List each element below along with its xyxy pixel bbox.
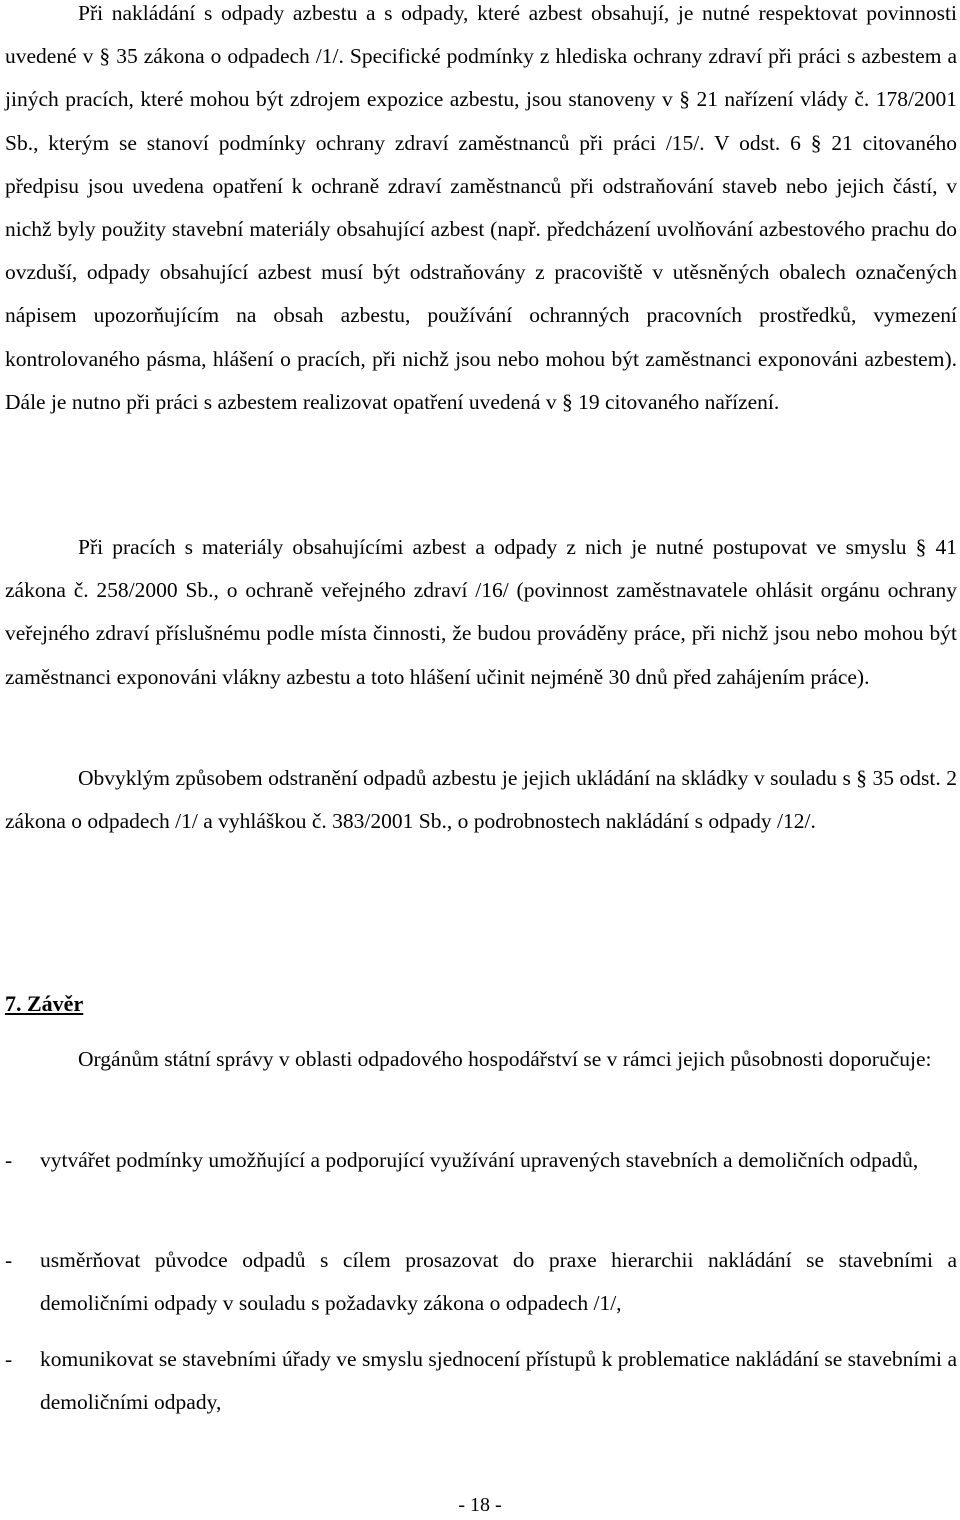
paragraph-public-health-protection: [5, 526, 957, 699]
list-item-text: vytvářet podmínky umožňující a podporující využívání upravených stavebních a demoličních odpadů,: [40, 1148, 919, 1172]
paragraph-asbestos-waste-handling: [5, 0, 957, 424]
paragraph-text: Při pracích s materiály obsahujícími azbest a odpady z nich je nutné postupovat ve smyslu § 41 zákona č. 258/2000 Sb., o ochraně veřejného zdraví /16/ (povinnost zaměstnavatele ohlásit orgánu ochrany veřejného zdraví příslušnému podle místa činnosti, že budou prováděny práce, při nichž jsou nebo mohou být zaměstnanci exponováni vlákny azbestu a toto hlášení učinit nejméně 30 dnů před zahájením práce).: [5, 535, 957, 689]
list-item: [5, 1139, 957, 1182]
paragraph-text: Obvyklým způsobem odstranění odpadů azbestu je jejich ukládání na skládky v souladu s § 35 odst. 2 zákona o odpadech /1/ a vyhláškou č. 383/2001 Sb., o podrobnostech nakládání s odpady /12/.: [5, 766, 957, 834]
list-item: [5, 1338, 957, 1424]
list-item-text: komunikovat se stavebními úřady ve smyslu sjednocení přístupů k problematice nakládání se stavebními a demoličními odpady,: [40, 1347, 957, 1415]
intro-text: Orgánům státní správy v oblasti odpadového hospodářství se v rámci jejich působnosti doporučuje:: [78, 1047, 932, 1071]
list-item: [5, 1239, 957, 1325]
bullet-marker: -: [5, 1148, 13, 1172]
paragraph-landfill-disposal: [5, 757, 957, 843]
bullet-marker: -: [5, 1248, 13, 1272]
section-intro: [5, 1038, 957, 1081]
section-heading: 7. Závěr: [5, 991, 84, 1016]
paragraph-text: Při nakládání s odpady azbestu a s odpady, které azbest obsahují, je nutné respektovat povinnosti uvedené v § 35 zákona o odpadech /1/. Specifické podmínky z hlediska ochrany zdraví při práci s azbestem a jiných pracích, které mohou být zdrojem expozice azbestu, jsou stanoveny v § 21 nařízení vlády č. 178/2001 Sb., kterým se stanoví podmínky ochrany zdraví zaměstnanců při práci /15/. V odst. 6 § 21 citovaného předpisu jsou uvedena opatření k ochraně zdraví zaměstnanců při odstraňování staveb nebo jejich částí, v nichž byly použity stavební materiály obsahující azbest (např. předcházení uvolňování azbestového prachu do ovzduší, odpady obsahující azbest musí být odstraňovány z pracoviště v utěsněných obalech označených nápisem upozorňujícím na obsah azbestu, používání ochranných pracovních prostředků, vymezení kontrolovaného pásma, hlášení o pracích, při nichž jsou nebo mohou být zaměstnanci exponováni azbestem). Dále je nutno při práci s azbestem realizovat opatření uvedená v § 19 citovaného nařízení.: [5, 1, 957, 414]
bullet-marker: -: [5, 1347, 13, 1371]
list-item-text: usměrňovat původce odpadů s cílem prosazovat do praxe hierarchii nakládání se stavebními a demoličními odpady v souladu s požadavky zákona o odpadech /1/,: [40, 1248, 957, 1316]
page-number: - 18 -: [458, 1494, 502, 1516]
